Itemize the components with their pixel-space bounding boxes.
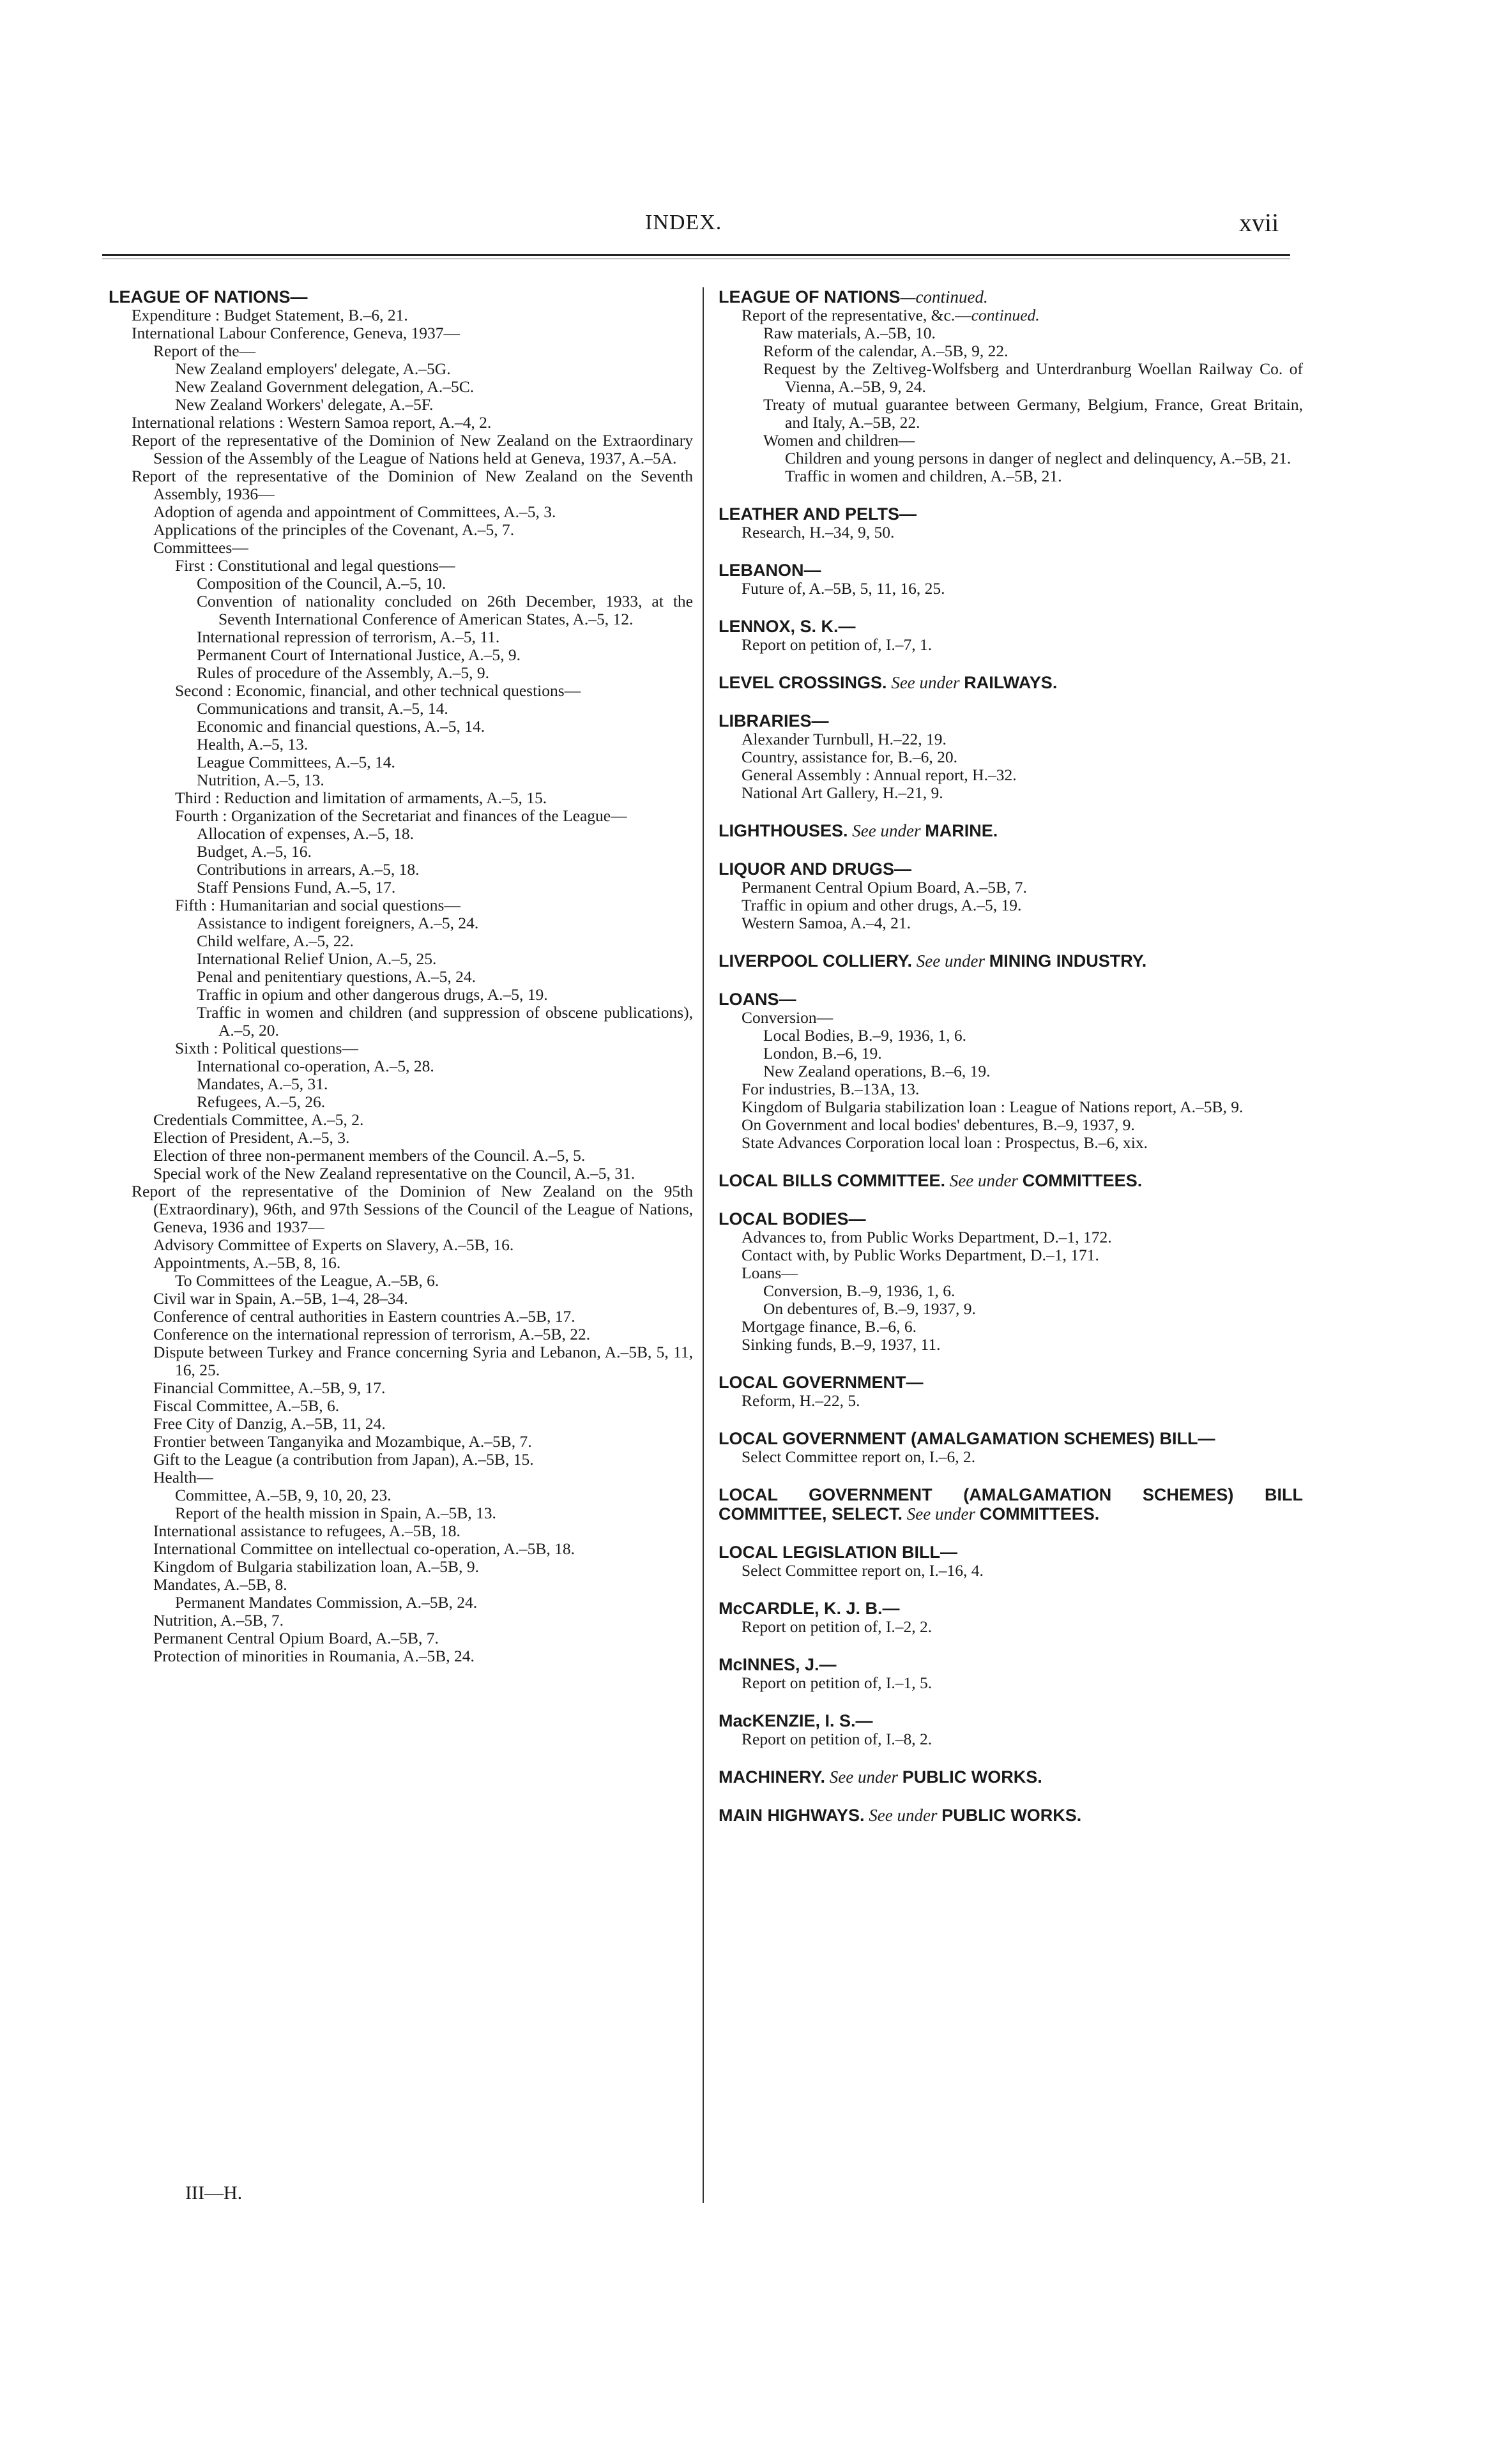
index-entry [109, 1254, 693, 1272]
index-entry [719, 636, 1303, 654]
index-entry [109, 1379, 693, 1397]
index-entry [109, 396, 693, 414]
entry-text: LOCAL GOVERNMENT (AMALGAMATION SCHEMES) BILL COMMITTEE, SELECT. [719, 1485, 1303, 1523]
entry-text: Report of the representative of the Dominion of New Zealand on the 95th (Extraordinary), 96th, and 97th Sessions of the Council of the League of Nations, Geneva, 1936 and 1937— [132, 1182, 693, 1236]
index-heading [719, 951, 1303, 971]
index-entry [109, 1612, 693, 1629]
cross-reference-target: PUBLIC WORKS. [902, 1767, 1042, 1787]
entry-text: Report on petition of, I.–8, 2. [742, 1730, 933, 1748]
page-footer: III—H. [185, 2182, 243, 2203]
entry-italic-text: See under [864, 1806, 942, 1825]
entry-text: Traffic in opium and other drugs, A.–5, 19. [742, 896, 1022, 914]
entry-text: International Relief Union, A.–5, 25. [197, 949, 437, 968]
index-entry [109, 1451, 693, 1469]
entry-text: Contributions in arrears, A.–5, 18. [197, 860, 420, 879]
index-entry [719, 1392, 1303, 1410]
entry-text: Rules of procedure of the Assembly, A.–5, 9. [197, 663, 489, 682]
index-entry [109, 968, 693, 986]
index-heading [719, 859, 1303, 879]
index-entry [719, 1009, 1303, 1027]
entry-text: Credentials Committee, A.–5, 2. [153, 1110, 364, 1129]
index-entry [109, 521, 693, 539]
index-entry [719, 1562, 1303, 1580]
header-rule [102, 254, 1290, 256]
entry-text: Health, A.–5, 13. [197, 735, 308, 753]
entry-text: London, B.–6, 19. [763, 1044, 882, 1062]
index-entry [109, 628, 693, 646]
entry-text: Traffic in women and children (and suppression of obscene publications), A.–5, 20. [197, 1003, 693, 1039]
index-entry [719, 432, 1303, 450]
index-entry [109, 932, 693, 950]
entry-text: On debentures of, B.–9, 1937, 9. [763, 1299, 976, 1318]
entry-text: Report on petition of, I.–2, 2. [742, 1617, 933, 1636]
index-entry [109, 414, 693, 432]
entry-text: Conference on the international repression of terrorism, A.–5B, 22. [153, 1325, 591, 1343]
index-entry [719, 730, 1303, 748]
entry-text: Health— [153, 1468, 213, 1486]
index-entry [109, 700, 693, 718]
index-heading [719, 1171, 1303, 1190]
entry-text: MacKENZIE, I. S.— [719, 1711, 873, 1730]
entry-text: McINNES, J.— [719, 1655, 837, 1674]
index-entry [109, 378, 693, 396]
entry-text: First : Constitutional and legal questions— [175, 556, 455, 575]
index-entry [109, 914, 693, 932]
entry-text: LIBRARIES— [719, 711, 829, 730]
index-entry [109, 575, 693, 593]
index-heading [719, 504, 1303, 524]
index-entry [109, 1147, 693, 1165]
entry-text: Kingdom of Bulgaria stabilization loan : League of Nations report, A.–5B, 9. [742, 1098, 1244, 1116]
entry-text: Fiscal Committee, A.–5B, 6. [153, 1396, 340, 1415]
entry-italic-text: —continued. [900, 287, 988, 306]
entry-text: International assistance to refugees, A.–5B, 18. [153, 1522, 461, 1540]
index-entry [109, 1272, 693, 1290]
entry-text: Permanent Mandates Commission, A.–5B, 24. [175, 1593, 478, 1612]
index-entry [109, 1326, 693, 1343]
index-entry [109, 879, 693, 896]
index-entry [109, 1343, 693, 1379]
entry-text: Reform of the calendar, A.–5B, 9, 22. [763, 342, 1009, 360]
index-entry [719, 306, 1303, 324]
index-heading [719, 1806, 1303, 1825]
entry-text: Advisory Committee of Experts on Slavery, A.–5B, 16. [153, 1236, 514, 1254]
index-entry [109, 306, 693, 324]
entry-text: Sixth : Political questions— [175, 1039, 358, 1057]
entry-text: Child welfare, A.–5, 22. [197, 932, 354, 950]
index-entry [109, 1111, 693, 1129]
entry-text: Protection of minorities in Roumania, A.–5B, 24. [153, 1647, 475, 1665]
entry-text: Select Committee report on, I.–6, 2. [742, 1447, 976, 1466]
index-entry [719, 1080, 1303, 1098]
index-entry [109, 467, 693, 503]
index-entry [719, 1098, 1303, 1116]
entry-text: Permanent Central Opium Board, A.–5B, 7. [153, 1629, 439, 1647]
index-entry [109, 1469, 693, 1486]
entry-text: Western Samoa, A.–4, 21. [742, 914, 911, 932]
index-entry [719, 1300, 1303, 1318]
entry-text: Adoption of agenda and appointment of Committees, A.–5, 3. [153, 503, 556, 521]
entry-text: Local Bodies, B.–9, 1936, 1, 6. [763, 1026, 967, 1045]
index-heading [109, 287, 693, 306]
index-entry [109, 1522, 693, 1540]
entry-text: LENNOX, S. K.— [719, 617, 856, 636]
entry-text: Research, H.–34, 9, 50. [742, 523, 895, 541]
index-heading [719, 1655, 1303, 1674]
index-entry [719, 1448, 1303, 1466]
entry-italic-text: See under [902, 1504, 980, 1523]
index-heading [719, 990, 1303, 1009]
entry-text: McCARDLE, K. J. B.— [719, 1599, 900, 1618]
entry-text: Frontier between Tanganyika and Mozambique, A.–5B, 7. [153, 1432, 532, 1451]
entry-text: Staff Pensions Fund, A.–5, 17. [197, 878, 396, 896]
entry-text: For industries, B.–13A, 13. [742, 1080, 920, 1098]
index-entry [109, 1576, 693, 1594]
index-entry [719, 1618, 1303, 1636]
entry-text: Report on petition of, I.–7, 1. [742, 635, 933, 654]
entry-text: Contact with, by Public Works Department, D.–1, 171. [742, 1246, 1099, 1264]
index-entry [109, 789, 693, 807]
entry-text: Civil war in Spain, A.–5B, 1–4, 28–34. [153, 1289, 408, 1308]
entry-text: National Art Gallery, H.–21, 9. [742, 783, 943, 802]
index-entry [109, 1415, 693, 1433]
entry-text: LOANS— [719, 990, 796, 1009]
index-entry [719, 360, 1303, 396]
entry-text: Conversion— [742, 1008, 834, 1027]
index-entry [719, 467, 1303, 485]
index-entry [109, 1290, 693, 1308]
entry-text: Select Committee report on, I.–16, 4. [742, 1561, 984, 1580]
index-heading [719, 287, 1303, 306]
index-entry [719, 450, 1303, 467]
cross-reference-target: COMMITTEES. [1022, 1171, 1143, 1190]
entry-text: Communications and transit, A.–5, 14. [197, 699, 448, 718]
index-entry [719, 896, 1303, 914]
entry-text: Raw materials, A.–5B, 10. [763, 324, 936, 342]
index-entry [109, 342, 693, 360]
entry-text: Nutrition, A.–5B, 7. [153, 1611, 284, 1629]
entry-text: LEVEL CROSSINGS. [719, 673, 887, 692]
index-entry [109, 825, 693, 843]
index-entry [109, 1540, 693, 1558]
entry-text: International Committee on intellectual co-operation, A.–5B, 18. [153, 1539, 575, 1558]
index-heading [719, 561, 1303, 580]
entry-text: Appointments, A.–5B, 8, 16. [153, 1253, 341, 1272]
index-entry [109, 1308, 693, 1326]
page-number: xvii [1239, 208, 1279, 237]
entry-text: New Zealand employers' delegate, A.–5G. [175, 359, 451, 378]
index-entry [109, 1004, 693, 1039]
index-entry [719, 748, 1303, 766]
entry-text: LEBANON— [719, 561, 821, 580]
index-entry [109, 1165, 693, 1183]
entry-text: New Zealand Government delegation, A.–5C. [175, 377, 475, 396]
entry-text: Conference of central authorities in Eastern countries A.–5B, 17. [153, 1307, 575, 1326]
index-entry [109, 1486, 693, 1504]
index-heading [719, 1429, 1303, 1448]
index-entry [109, 1236, 693, 1254]
entry-text: Country, assistance for, B.–6, 20. [742, 748, 957, 766]
index-entry [109, 1558, 693, 1576]
entry-text: International co-operation, A.–5, 28. [197, 1057, 434, 1075]
cross-reference-target: RAILWAYS. [964, 673, 1058, 692]
entry-text: LIQUOR AND DRUGS— [719, 859, 911, 879]
index-heading [719, 1543, 1303, 1562]
entry-text: Mandates, A.–5B, 8. [153, 1575, 287, 1594]
index-entry [109, 1039, 693, 1057]
entry-text: International relations : Western Samoa report, A.–4, 2. [132, 413, 492, 432]
entry-italic-text: See under [912, 951, 989, 971]
entry-text: Women and children— [763, 431, 915, 450]
index-entry [719, 1027, 1303, 1045]
index-entry [109, 1075, 693, 1093]
index-entry [109, 1129, 693, 1147]
index-entry [719, 580, 1303, 598]
index-entry [109, 736, 693, 753]
entry-text: Election of three non-permanent members of the Council. A.–5, 5. [153, 1146, 586, 1165]
entry-text: On Government and local bodies' debentures, B.–9, 1937, 9. [742, 1115, 1135, 1134]
index-heading [719, 673, 1303, 692]
index-entry [109, 646, 693, 664]
entry-text: International Labour Conference, Geneva, 1937— [132, 324, 461, 342]
index-entry [109, 664, 693, 682]
entry-text: Applications of the principles of the Covenant, A.–5, 7. [153, 520, 515, 539]
entry-text: Second : Economic, financial, and other technical questions— [175, 681, 581, 700]
index-entry [109, 896, 693, 914]
entry-text: Report of the representative, &c.— [742, 306, 971, 324]
index-heading [719, 1485, 1303, 1523]
index-entry [719, 1264, 1303, 1282]
entry-text: Dispute between Turkey and France concerning Syria and Lebanon, A.–5B, 5, 11, 16, 25. [153, 1343, 693, 1379]
entry-text: LOCAL BODIES— [719, 1209, 866, 1228]
index-heading [719, 1767, 1303, 1787]
entry-text: New Zealand operations, B.–6, 19. [763, 1062, 991, 1080]
entry-text: Financial Committee, A.–5B, 9, 17. [153, 1379, 386, 1397]
index-entry [109, 1057, 693, 1075]
entry-text: Traffic in opium and other dangerous drugs, A.–5, 19. [197, 985, 548, 1004]
entry-text: LEATHER AND PELTS— [719, 504, 917, 524]
index-entry [719, 342, 1303, 360]
entry-italic-text: See under [887, 673, 964, 692]
entry-text: Loans— [742, 1264, 798, 1282]
entry-text: LOCAL GOVERNMENT— [719, 1373, 924, 1392]
entry-text: Fourth : Organization of the Secretariat and finances of the League— [175, 806, 627, 825]
index-heading [719, 1711, 1303, 1730]
entry-text: Assistance to indigent foreigners, A.–5, 24. [197, 914, 479, 932]
index-entry [109, 861, 693, 879]
index-entry [109, 557, 693, 575]
entry-italic-text: continued. [971, 306, 1040, 324]
entry-text: Treaty of mutual guarantee between Germany, Belgium, France, Great Britain, and Italy, A.–5B, 22. [763, 395, 1303, 432]
entry-text: Budget, A.–5, 16. [197, 842, 312, 861]
index-column-left [109, 287, 693, 1665]
entry-text: LIVERPOOL COLLIERY. [719, 951, 913, 971]
index-heading [719, 1599, 1303, 1618]
index-entry [109, 503, 693, 521]
entry-text: New Zealand Workers' delegate, A.–5F. [175, 395, 434, 414]
index-entry [719, 1228, 1303, 1246]
entry-text: LOCAL GOVERNMENT (AMALGAMATION SCHEMES) BILL— [719, 1429, 1215, 1448]
entry-text: Composition of the Council, A.–5, 10. [197, 574, 446, 593]
entry-text: Committees— [153, 538, 248, 557]
index-entry [109, 1647, 693, 1665]
entry-text: To Committees of the League, A.–5B, 6. [175, 1271, 439, 1290]
index-entry [109, 432, 693, 467]
index-entry [109, 1629, 693, 1647]
entry-text: Report of the— [153, 342, 256, 360]
index-entry [109, 950, 693, 968]
entry-text: Committee, A.–5B, 9, 10, 20, 23. [175, 1486, 392, 1504]
entry-text: Conversion, B.–9, 1936, 1, 6. [763, 1281, 955, 1300]
index-heading [719, 711, 1303, 730]
entry-text: General Assembly : Annual report, H.–32. [742, 766, 1017, 784]
entry-text: Election of President, A.–5, 3. [153, 1128, 350, 1147]
entry-text: Nutrition, A.–5, 13. [197, 771, 324, 789]
entry-text: Permanent Court of International Justice, A.–5, 9. [197, 646, 521, 664]
entry-text: Free City of Danzig, A.–5B, 11, 24. [153, 1414, 386, 1433]
entry-text: Traffic in women and children, A.–5B, 21. [785, 467, 1062, 485]
index-entry [109, 360, 693, 378]
entry-text: Alexander Turnbull, H.–22, 19. [742, 730, 947, 748]
entry-text: League Committees, A.–5, 14. [197, 753, 395, 771]
index-entry [719, 784, 1303, 802]
index-entry [719, 1134, 1303, 1152]
entry-text: Third : Reduction and limitation of armaments, A.–5, 15. [175, 789, 547, 807]
index-entry [109, 1183, 693, 1236]
index-heading [719, 617, 1303, 636]
cross-reference-target: MINING INDUSTRY. [989, 951, 1147, 971]
entry-italic-text: See under [848, 821, 925, 840]
index-entry [109, 1093, 693, 1111]
index-entry [719, 1282, 1303, 1300]
index-entry [719, 396, 1303, 432]
entry-text: LOCAL BILLS COMMITTEE. [719, 1171, 945, 1190]
index-entry [109, 539, 693, 557]
entry-text: Reform, H.–22, 5. [742, 1391, 860, 1410]
index-entry [719, 879, 1303, 896]
entry-text: Expenditure : Budget Statement, B.–6, 21. [132, 306, 408, 324]
index-entry [719, 1336, 1303, 1354]
entry-text: Mortgage finance, B.–6, 6. [742, 1317, 917, 1336]
index-entry [109, 1504, 693, 1522]
entry-text: Special work of the New Zealand representative on the Council, A.–5, 31. [153, 1164, 636, 1183]
entry-italic-text: See under [945, 1171, 1023, 1190]
cross-reference-target: COMMITTEES. [979, 1504, 1100, 1523]
entry-text: MACHINERY. [719, 1767, 826, 1787]
index-entry [109, 718, 693, 736]
entry-text: Fifth : Humanitarian and social questions— [175, 896, 461, 914]
cross-reference-target: PUBLIC WORKS. [941, 1806, 1082, 1825]
index-entry [109, 986, 693, 1004]
entry-text: Kingdom of Bulgaria stabilization loan, A.–5B, 9. [153, 1557, 479, 1576]
entry-text: Refugees, A.–5, 26. [197, 1092, 326, 1111]
entry-text: Report on petition of, I.–1, 5. [742, 1674, 933, 1692]
index-entry [109, 1433, 693, 1451]
entry-text: Permanent Central Opium Board, A.–5B, 7. [742, 878, 1027, 896]
index-entry [719, 1730, 1303, 1748]
entry-text: Children and young persons in danger of neglect and delinquency, A.–5B, 21. [785, 449, 1291, 467]
index-entry [719, 766, 1303, 784]
index-entry [719, 914, 1303, 932]
entry-italic-text: See under [825, 1767, 902, 1787]
index-entry [109, 843, 693, 861]
entry-text: State Advances Corporation local loan : Prospectus, B.–6, xix. [742, 1133, 1148, 1152]
entry-text: Report of the representative of the Dominion of New Zealand on the Seventh Assembly, 1936— [132, 467, 693, 503]
entry-text: LEAGUE OF NATIONS— [109, 287, 308, 306]
index-entry [719, 324, 1303, 342]
index-entry [719, 1045, 1303, 1062]
index-entry [109, 324, 693, 342]
entry-text: Request by the Zeltiveg-Wolfsberg and Unterdranburg Woellan Railway Co. of Vienna, A.–5B, 9, 24. [763, 359, 1303, 396]
index-entry [109, 771, 693, 789]
entry-text: Convention of nationality concluded on 26th December, 1933, at the Seventh International Conference of American States, A.–5, 12. [197, 592, 693, 628]
index-entry [719, 1116, 1303, 1134]
page-title: INDEX. [645, 211, 722, 234]
column-divider [703, 287, 704, 2203]
entry-text: Report of the health mission in Spain, A.–5B, 13. [175, 1504, 496, 1522]
index-entry [109, 593, 693, 628]
index-entry [719, 1674, 1303, 1692]
index-entry [719, 1246, 1303, 1264]
entry-text: LIGHTHOUSES. [719, 821, 848, 840]
entry-text: LOCAL LEGISLATION BILL— [719, 1543, 957, 1562]
index-entry [719, 524, 1303, 541]
index-entry [109, 807, 693, 825]
index-column-right [719, 287, 1303, 1825]
index-entry [109, 1594, 693, 1612]
index-entry [109, 682, 693, 700]
index-heading [719, 821, 1303, 840]
entry-text: Sinking funds, B.–9, 1937, 11. [742, 1335, 941, 1354]
index-heading [719, 1209, 1303, 1228]
entry-text: Report of the representative of the Dominion of New Zealand on the Extraordinary Session of the Assembly of the League of Nations held at Geneva, 1937, A.–5A. [132, 431, 693, 467]
entry-text: MAIN HIGHWAYS. [719, 1806, 865, 1825]
entry-text: Mandates, A.–5, 31. [197, 1075, 328, 1093]
entry-text: Penal and penitentiary questions, A.–5, 24. [197, 967, 476, 986]
entry-text: Advances to, from Public Works Department, D.–1, 172. [742, 1228, 1112, 1246]
entry-text: Economic and financial questions, A.–5, 14. [197, 717, 485, 736]
entry-text: Future of, A.–5B, 5, 11, 16, 25. [742, 579, 945, 598]
index-heading [719, 1373, 1303, 1392]
entry-text: International repression of terrorism, A.–5, 11. [197, 628, 500, 646]
index-entry [109, 753, 693, 771]
index-entry [109, 1397, 693, 1415]
entry-text: LEAGUE OF NATIONS [719, 287, 901, 306]
index-entry [719, 1062, 1303, 1080]
cross-reference-target: MARINE. [925, 821, 998, 840]
entry-text: Allocation of expenses, A.–5, 18. [197, 824, 414, 843]
entry-text: Gift to the League (a contribution from Japan), A.–5B, 15. [153, 1450, 534, 1469]
index-entry [719, 1318, 1303, 1336]
